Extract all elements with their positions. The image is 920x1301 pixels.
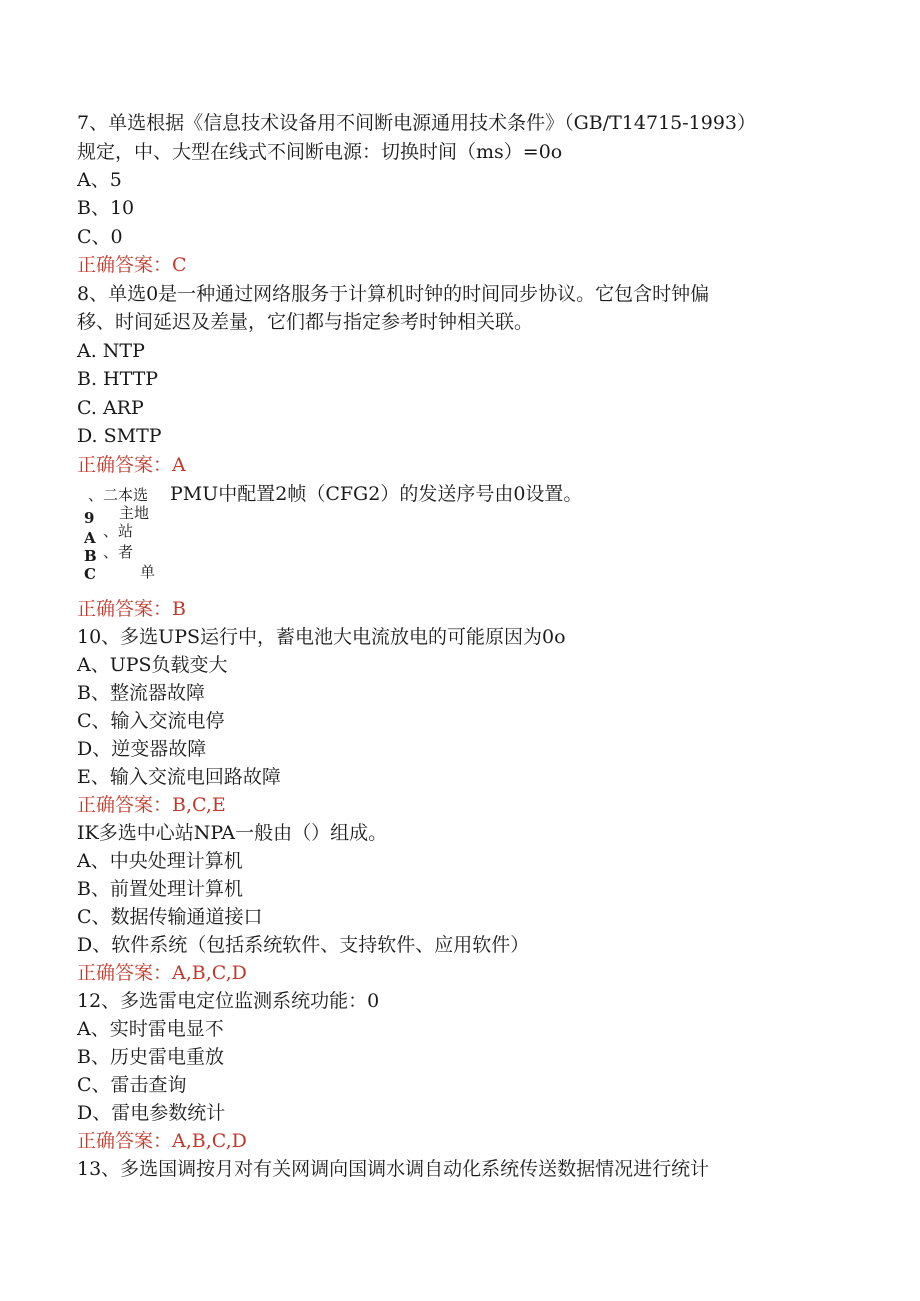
q9-garble-5: 9 (84, 509, 95, 527)
q9-stem: PMU中配置2帧（CFG2）的发送序号由0设置。 (170, 483, 583, 505)
q9-answer: 正确答案：B (77, 598, 186, 620)
q11-option-c: C、数据传输通道接口 (77, 906, 263, 928)
q10-option-b: B、整流器故障 (77, 682, 205, 704)
q8-option-c: C. ARP (77, 397, 144, 419)
q10-stem: 10、多选UPS运行中，蓄电池大电流放电的可能原因为0o (77, 626, 566, 648)
q8-option-a: A. NTP (77, 340, 145, 362)
q10-option-c: C、输入交流电停 (77, 710, 225, 732)
q8-option-b: B. HTTP (77, 368, 159, 390)
q8-stem-line1: 8、单选0是一种通过网络服务于计算机时钟的时间同步协议。它包含时钟偏 (77, 283, 710, 305)
q7-answer: 正确答案：C (77, 254, 187, 276)
q11-option-a: A、中央处理计算机 (77, 850, 243, 872)
q9-garble-8: C (84, 565, 96, 583)
q9-garble-3: 、站 (103, 522, 134, 540)
q10-answer: 正确答案：B,C,E (77, 794, 226, 816)
q9-garble-9: 单 (140, 563, 156, 581)
q8-answer: 正确答案：A (77, 454, 186, 476)
q12-stem: 12、多选雷电定位监测系统功能：0 (77, 990, 380, 1012)
q7-stem-line2: 规定，中、大型在线式不间断电源：切换时间（ms）=0o (77, 141, 563, 163)
q12-option-a: A、实时雷电显不 (77, 1018, 224, 1040)
q11-stem: IK多选中心站NPA一般由（）组成。 (77, 822, 388, 844)
q11-option-b: B、前置处理计算机 (77, 878, 243, 900)
q12-option-b: B、历史雷电重放 (77, 1046, 224, 1068)
q12-option-c: C、雷击查询 (77, 1074, 187, 1096)
q12-answer: 正确答案：A,B,C,D (77, 1130, 247, 1152)
q13-stem: 13、多选国调按月对有关网调向国调水调自动化系统传送数据情况进行统计 (77, 1158, 710, 1180)
q11-answer: 正确答案：A,B,C,D (77, 962, 247, 984)
q7-option-a: A、5 (77, 169, 122, 191)
q7-stem-line1: 7、单选根据《信息技术设备用不间断电源通用技术条件》（GB/T14715-1993） (77, 112, 757, 134)
q9-garble-6: A (84, 529, 96, 547)
q8-stem-line2: 移、时间延迟及差量，它们都与指定参考时钟相关联。 (77, 311, 534, 333)
q9-garble-4: 、者 (103, 543, 134, 561)
q7-option-b: B、10 (77, 197, 135, 219)
q10-option-d: D、逆变器故障 (77, 738, 207, 760)
q8-option-d: D. SMTP (77, 425, 162, 447)
q10-option-a: A、UPS负载变大 (77, 654, 228, 676)
q9-garble-1: 、二本选 (88, 486, 149, 504)
q11-option-d: D、软件系统（包括系统软件、支持软件、应用软件） (77, 934, 530, 956)
q9-garble-2: 主地 (119, 504, 150, 522)
q9-garble-7: B (84, 547, 97, 565)
q7-option-c: C、0 (77, 226, 123, 248)
q12-option-d: D、雷电参数统计 (77, 1102, 226, 1124)
q10-option-e: E、输入交流电回路故障 (77, 766, 281, 788)
